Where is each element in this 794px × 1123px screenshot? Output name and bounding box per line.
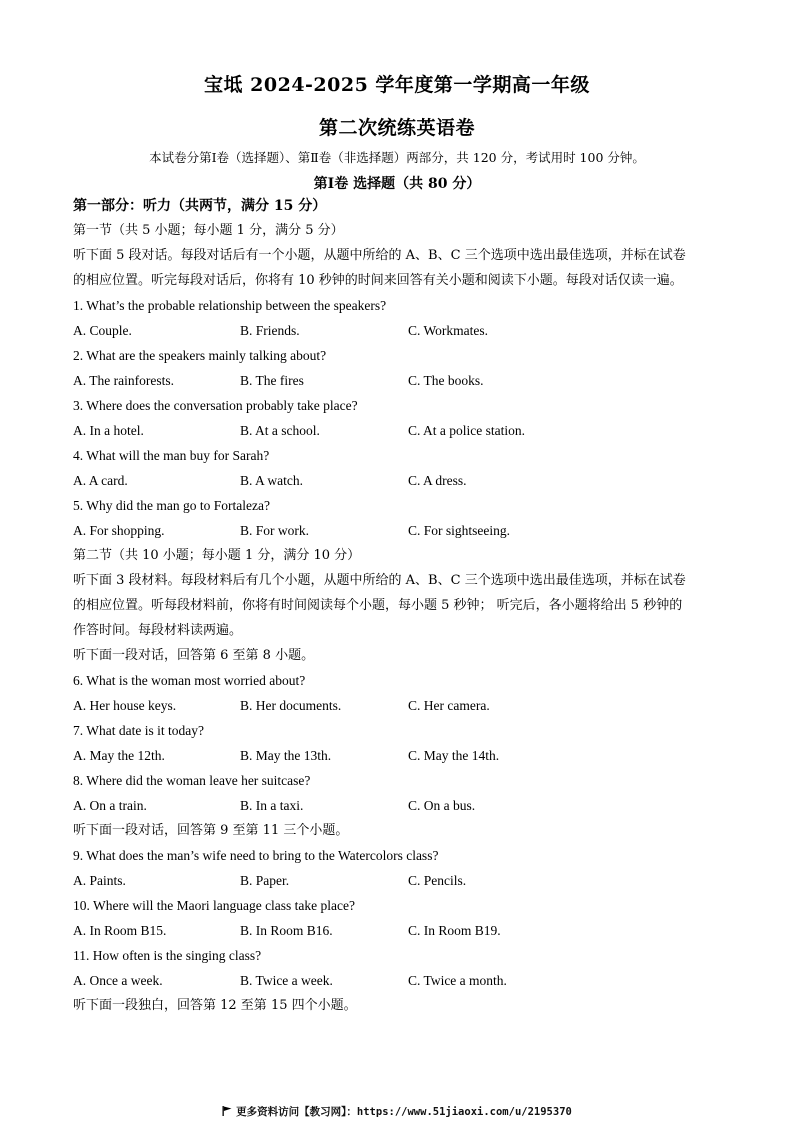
question-5: 5. Why did the man go to Fortaleza? xyxy=(73,498,270,513)
option-c: C. For sightseeing. xyxy=(408,523,511,538)
question-1: 1. What’s the probable relationship between the speakers? xyxy=(73,298,387,313)
option-a: A. In a hotel. xyxy=(73,423,144,438)
option-a: A. Once a week. xyxy=(73,973,163,988)
option-b: B. Twice a week. xyxy=(240,973,333,988)
sec2-instruction-1: 听下面 3 段材料。每段材料后有几个小题，从题中所给的 A、B、C 三个选项中选出最佳选项，并标在试卷 xyxy=(73,573,686,588)
option-b: B. At a school. xyxy=(240,423,320,438)
exam-intro: 本试卷分第Ⅰ卷（选择题）、第Ⅱ卷（非选择题）两部分，共 120 分，考试用时 100 分钟。 xyxy=(149,150,645,165)
question-10: 10. Where will the Maori language class take place? xyxy=(73,898,356,913)
part1-heading: 第一部分：听力（共两节，满分 15 分） xyxy=(73,198,327,214)
option-c: C. Workmates. xyxy=(408,323,489,338)
question-2: 2. What are the speakers mainly talking about? xyxy=(73,348,327,363)
exam-subtitle: 第二次统练英语卷 xyxy=(318,117,475,139)
question-7: 7. What date is it today? xyxy=(73,723,204,738)
option-c: C. At a police station. xyxy=(408,423,525,438)
option-a: A. Couple. xyxy=(73,323,132,338)
option-b: B. A watch. xyxy=(240,473,303,488)
sec1-instruction-2: 的相应位置。听完每段对话后，你将有 10 秒钟的时间来回答有关小题和阅读下小题。每段对话仅读一遍。 xyxy=(73,273,683,288)
sec2-heading: 第二节（共 10 小题；每小题 1 分，满分 10 分） xyxy=(73,548,361,563)
option-c: C. The books. xyxy=(408,373,484,388)
option-c: C. May the 14th. xyxy=(408,748,500,763)
option-c: C. Pencils. xyxy=(408,873,467,888)
footer-link[interactable] xyxy=(0,1104,794,1119)
listening-note-9-11: 听下面一段对话，回答第 9 至第 11 三个小题。 xyxy=(73,823,349,838)
question-9: 9. What does the man’s wife need to bring to the Watercolors class? xyxy=(73,848,439,863)
sec2-instruction-2: 的相应位置。听每段材料前，你将有时间阅读每个小题，每小题 5 秒钟； 听完后，各小题将给出 5 秒钟的 xyxy=(73,598,683,613)
volume-heading: 第Ⅰ卷 选择题（共 80 分） xyxy=(313,176,481,192)
option-c: C. A dress. xyxy=(408,473,467,488)
listening-note-6-8: 听下面一段对话，回答第 6 至第 8 小题。 xyxy=(73,648,315,663)
question-6: 6. What is the woman most worried about? xyxy=(73,673,306,688)
option-b: B. Her documents. xyxy=(240,698,342,713)
option-b: B. The fires xyxy=(240,373,304,388)
option-b: B. May the 13th. xyxy=(240,748,332,763)
option-a: A. Her house keys. xyxy=(73,698,177,713)
listening-note-12-15: 听下面一段独白，回答第 12 至第 15 四个小题。 xyxy=(73,998,357,1013)
option-a: A. In Room B15. xyxy=(73,923,167,938)
option-b: B. In Room B16. xyxy=(240,923,333,938)
question-8: 8. Where did the woman leave her suitcase? xyxy=(73,773,311,788)
question-4: 4. What will the man buy for Sarah? xyxy=(73,448,270,463)
sec2-instruction-3: 作答时间。每段材料读两遍。 xyxy=(73,623,243,638)
option-c: C. Twice a month. xyxy=(408,973,507,988)
option-b: B. In a taxi. xyxy=(240,798,304,813)
flag-icon xyxy=(222,1106,232,1116)
option-a: A. For shopping. xyxy=(73,523,165,538)
option-b: B. Paper. xyxy=(240,873,290,888)
option-a: A. May the 12th. xyxy=(73,748,165,763)
footer-text: 更多资料访问【教习网】：https://www.51jiaoxi.com/u/2195370 xyxy=(236,1106,572,1118)
exam-title: 宝坻 2024-2025 学年度第一学期高一年级 xyxy=(204,74,590,96)
sec1-instruction-1: 听下面 5 段对话。每段对话后有一个小题，从题中所给的 A、B、C 三个选项中选出最佳选项，并标在试卷 xyxy=(73,248,686,263)
option-c: C. On a bus. xyxy=(408,798,476,813)
option-b: B. Friends. xyxy=(240,323,300,338)
option-a: A. The rainforests. xyxy=(73,373,174,388)
option-a: A. On a train. xyxy=(73,798,147,813)
option-a: A. A card. xyxy=(73,473,128,488)
option-a: A. Paints. xyxy=(73,873,126,888)
question-11: 11. How often is the singing class? xyxy=(73,948,262,963)
option-b: B. For work. xyxy=(240,523,310,538)
question-3: 3. Where does the conversation probably take place? xyxy=(73,398,358,413)
option-c: C. Her camera. xyxy=(408,698,490,713)
option-c: C. In Room B19. xyxy=(408,923,501,938)
sec1-heading: 第一节（共 5 小题；每小题 1 分，满分 5 分） xyxy=(73,223,344,238)
